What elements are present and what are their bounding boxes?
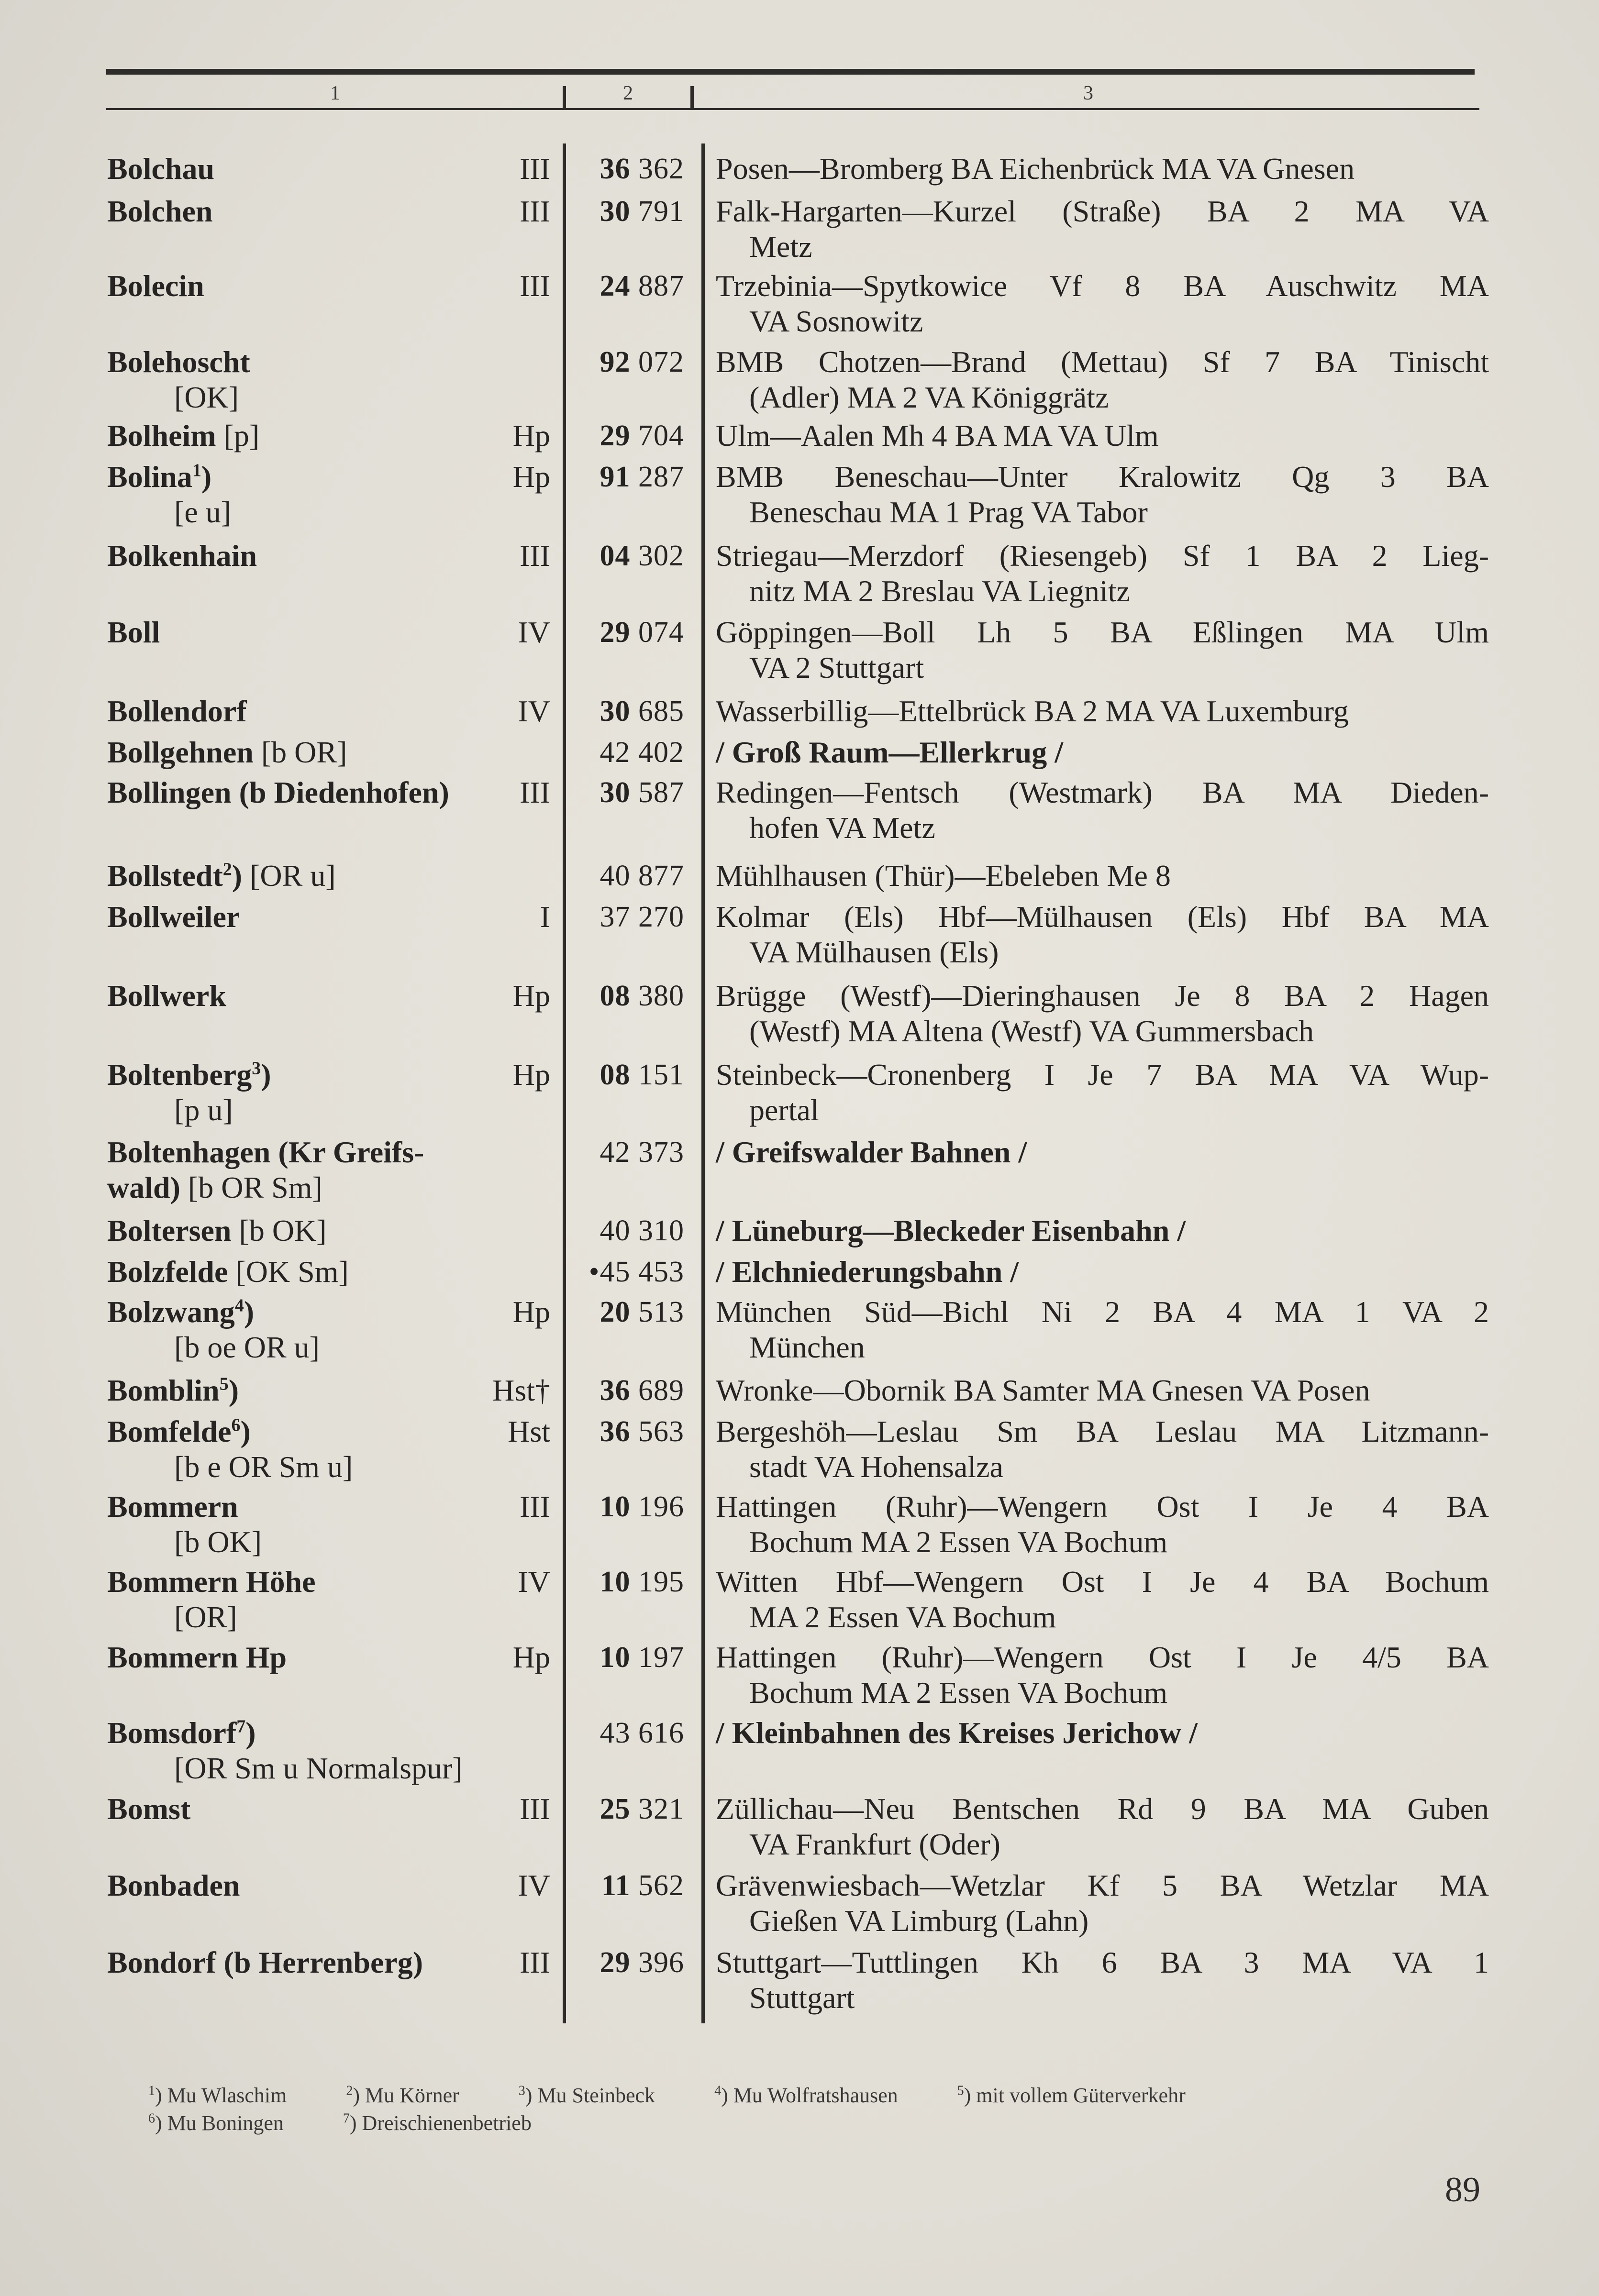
entry-name: Bolzwang (107, 1295, 235, 1329)
description-line: Stuttgart—Tuttlingen Kh 6 BA 3 MA VA 1 (716, 1945, 1489, 1979)
route-description (716, 538, 1489, 609)
code-suffix: 563 (638, 1415, 684, 1448)
description-line: Kolmar (Els) Hbf—Mülhausen (Els) Hbf BA MA (716, 900, 1489, 934)
description-line: Gießen VA Limburg (Lahn) (749, 1904, 1089, 1938)
page-number: 89 (1445, 2170, 1480, 2209)
entry-name: Bommern (107, 1490, 238, 1523)
code-suffix: 196 (638, 1490, 684, 1523)
code-prefix: 25 (600, 1793, 631, 1825)
entry-tag: [b OR] (261, 735, 347, 769)
entry-name: Bolchau (107, 152, 215, 186)
station-class: IV (518, 1868, 550, 1902)
code-suffix: 072 (638, 346, 684, 378)
station-code (565, 1715, 684, 1751)
entry-tag: [OR u] (250, 859, 336, 893)
code-prefix: 10 (600, 1566, 631, 1598)
station-class: Hst† (492, 1373, 550, 1407)
code-suffix: 151 (638, 1059, 684, 1091)
station-class: IV (518, 615, 550, 649)
entry-name: Bomblin (107, 1373, 220, 1407)
route-description (716, 1564, 1489, 1635)
description-line: Bochum MA 2 Essen VA Bochum (749, 1525, 1168, 1559)
entry-tag: [p] (223, 419, 260, 453)
footnote (343, 2109, 561, 2137)
station-name (107, 1135, 528, 1205)
station-class: Hp (512, 460, 550, 494)
code-suffix: 195 (638, 1566, 684, 1598)
column-divider-right (701, 144, 705, 2023)
route-description (716, 978, 1489, 1049)
column-header-1: 1 (330, 82, 340, 104)
code-prefix: 04 (600, 540, 631, 572)
description-line: / Lüneburg—Bleckeder Eisenbahn / (716, 1214, 1186, 1247)
description-line: Striegau—Merzdorf (Riesengeb) Sf 1 BA 2 Lieg- (716, 539, 1489, 573)
code-prefix: 92 (600, 346, 631, 378)
description-line: BMB Beneschau—Unter Kralowitz Qg 3 BA (716, 460, 1489, 494)
entry-name: Bommern Höhe (107, 1565, 316, 1599)
station-class: III (520, 1490, 550, 1523)
code-prefix: 11 (601, 1869, 631, 1902)
footnote-text: ) Mu Wolfratshausen (721, 2084, 898, 2107)
top-rule (106, 69, 1475, 75)
footnote-number: 5 (957, 2083, 964, 2098)
route-description (716, 1254, 1489, 1290)
footnote-text: ) Dreischienenbetrieb (349, 2111, 532, 2135)
footnote-ref-paren: ) (201, 460, 212, 494)
description-line: Falk-Hargarten—Kurzel (Straße) BA 2 MA VA (716, 194, 1489, 228)
code-prefix: 40 (600, 1214, 631, 1247)
footnotes (148, 2082, 1488, 2137)
station-class: III (520, 194, 550, 228)
station-code (565, 1564, 684, 1600)
station-code (565, 1791, 684, 1827)
code-prefix: 91 (600, 461, 631, 493)
station-name (107, 1254, 528, 1290)
footnote-ref-paren: ) (245, 1716, 256, 1750)
entry-name: Bonbaden (107, 1868, 240, 1902)
route-description (716, 858, 1489, 894)
description-line: München (749, 1330, 865, 1364)
code-suffix: 380 (638, 980, 684, 1012)
route-description (716, 1640, 1489, 1711)
footnote-ref: 3 (252, 1058, 261, 1079)
footnote-number: 6 (148, 2111, 155, 2126)
route-description (716, 775, 1489, 846)
route-description (716, 899, 1489, 970)
code-suffix: 616 (638, 1717, 684, 1749)
entry-name: Bolchen (107, 194, 213, 228)
description-line: Beneschau MA 1 Prag VA Tabor (749, 495, 1148, 529)
station-code (565, 418, 684, 453)
description-line: / Kleinbahnen des Kreises Jerichow / (716, 1716, 1198, 1750)
station-code (565, 1640, 684, 1675)
station-code (565, 459, 684, 495)
footnote-ref-paren: ) (244, 1295, 254, 1329)
entry-name: Boll (107, 615, 160, 649)
footnote-line-1 (148, 2082, 1488, 2109)
route-description (716, 1414, 1489, 1485)
header-divider-right (690, 86, 694, 110)
code-prefix: 20 (600, 1296, 631, 1328)
entry-name: Bollwerk (107, 979, 226, 1013)
description-line: Göppingen—Boll Lh 5 BA Eßlingen MA Ulm (716, 615, 1489, 649)
station-code (565, 775, 684, 810)
station-code (565, 1414, 684, 1449)
description-line: hofen VA Metz (749, 811, 935, 845)
footnote-text: ) mit vollem Güterverkehr (964, 2084, 1186, 2107)
description-line: Wronke—Obornik BA Samter MA Gnesen VA Posen (716, 1373, 1370, 1407)
route-description (716, 268, 1489, 339)
description-line: Grävenwiesbach—Wetzlar Kf 5 BA Wetzlar MA (716, 1868, 1489, 1902)
description-line: Redingen—Fentsch (Westmark) BA MA Dieden- (716, 775, 1489, 809)
station-code (565, 978, 684, 1014)
station-name (107, 735, 528, 770)
station-class: Hp (512, 1058, 550, 1092)
footnote-ref-paren: ) (261, 1058, 271, 1092)
code-prefix: 36 (600, 1415, 631, 1448)
station-code (565, 151, 684, 187)
station-code (565, 1489, 684, 1524)
description-line: Witten Hbf—Wengern Ost I Je 4 BA Bochum (716, 1565, 1489, 1599)
description-line: Trzebinia—Spytkowice Vf 8 BA Auschwitz MA (716, 269, 1489, 303)
station-class: III (520, 539, 550, 573)
footnote-number: 4 (714, 2083, 722, 2098)
footnote-ref: 1 (192, 460, 201, 481)
route-description (716, 1213, 1489, 1248)
route-description (716, 194, 1489, 265)
code-prefix: 37 (600, 901, 631, 933)
footnote (346, 2082, 489, 2109)
code-suffix: 704 (638, 419, 684, 452)
station-class: IV (518, 1565, 550, 1599)
code-suffix: 074 (638, 616, 684, 649)
entry-name: Bollgehnen (107, 735, 254, 769)
route-description (716, 1868, 1489, 1939)
route-description (716, 1791, 1489, 1862)
entry-name: Bolzfelde (107, 1255, 228, 1289)
station-code (565, 735, 684, 770)
description-line: pertal (749, 1093, 819, 1127)
route-description (716, 1057, 1489, 1128)
station-name (107, 1715, 528, 1786)
entry-name: Bollendorf (107, 694, 247, 728)
description-line: / Groß Raum—Ellerkrug / (716, 735, 1063, 769)
station-code (565, 694, 684, 729)
footnote-ref: 4 (234, 1295, 244, 1316)
entry-name: Bomfelde (107, 1414, 232, 1448)
route-description (716, 735, 1489, 770)
footnote-number: 1 (148, 2083, 155, 2098)
route-description (716, 615, 1489, 685)
code-suffix: 287 (638, 461, 684, 493)
station-class: Hp (512, 1640, 550, 1674)
description-line: (Westf) MA Altena (Westf) VA Gummersbach (749, 1014, 1314, 1048)
code-suffix: 396 (638, 1946, 684, 1979)
entry-name: Bolkenhain (107, 539, 257, 573)
station-code (565, 344, 684, 380)
footnote-ref: 7 (236, 1716, 246, 1737)
footnote-text: ) Mu Körner (353, 2084, 459, 2107)
description-line: VA Frankfurt (Oder) (749, 1827, 1000, 1861)
station-code (565, 1294, 684, 1330)
code-suffix: 197 (638, 1641, 684, 1674)
station-name (107, 344, 528, 415)
code-suffix: 877 (638, 860, 684, 892)
footnote-ref-paren: ) (232, 859, 243, 893)
route-description (716, 1135, 1489, 1170)
entry-tag: [b OK] (239, 1214, 327, 1247)
description-line: / Greifswalder Bahnen / (716, 1135, 1027, 1169)
station-code (565, 1868, 684, 1903)
station-class: III (520, 269, 550, 303)
station-code (565, 858, 684, 894)
code-prefix: 40 (600, 860, 631, 892)
route-description (716, 1945, 1489, 2016)
header-divider-left (563, 86, 566, 110)
code-prefix: 42 (600, 736, 631, 769)
footnote-ref-paren: ) (228, 1373, 239, 1407)
entry-name: Bolina (107, 460, 192, 494)
footnote (714, 2082, 928, 2109)
code-prefix: 30 (600, 695, 631, 728)
code-prefix: 36 (600, 153, 631, 185)
code-suffix: 587 (638, 776, 684, 809)
footnote-ref: 2 (222, 859, 232, 880)
code-suffix: 513 (638, 1296, 684, 1328)
footnote-text: ) Mu Wlaschim (155, 2084, 287, 2107)
station-code (565, 1945, 684, 1980)
station-code (565, 1135, 684, 1170)
entry-tag: [OR Sm u Normalspur] (174, 1751, 463, 1785)
route-description (716, 1715, 1489, 1751)
description-line: Wasserbillig—Ettelbrück BA 2 MA VA Luxemburg (716, 694, 1349, 728)
code-suffix: 562 (638, 1869, 684, 1902)
entry-name: Bollweiler (107, 900, 240, 934)
code-suffix: 270 (638, 901, 684, 933)
footnote-number: 3 (518, 2083, 525, 2098)
column-header-3: 3 (1083, 82, 1093, 104)
footnote (148, 2109, 313, 2137)
code-suffix: 362 (638, 153, 684, 185)
description-line: VA Mülhausen (Els) (749, 935, 999, 969)
footnote-text: ) Mu Boningen (155, 2111, 284, 2135)
footnote-ref: 5 (219, 1374, 229, 1394)
entry-tag: [b e OR Sm u] (174, 1450, 353, 1484)
station-class: Hst (508, 1414, 550, 1448)
entry-tag: [p u] (174, 1093, 233, 1127)
code-suffix: 302 (638, 540, 684, 572)
code-prefix: 30 (600, 776, 631, 809)
description-line: MA 2 Essen VA Bochum (749, 1600, 1056, 1634)
description-line: BMB Chotzen—Brand (Mettau) Sf 7 BA Tinischt (716, 345, 1489, 379)
code-prefix: 43 (600, 1717, 631, 1749)
entry-name-cont: wald) (107, 1170, 180, 1204)
footnote (519, 2082, 685, 2109)
entry-tag: [OK Sm] (235, 1255, 349, 1289)
description-line: Posen—Bromberg BA Eichenbrück MA VA Gnesen (716, 152, 1355, 186)
description-line: VA Sosnowitz (749, 304, 923, 338)
description-line: Züllichau—Neu Bentschen Rd 9 BA MA Guben (716, 1792, 1489, 1826)
footnote-number: 7 (343, 2111, 350, 2126)
description-line: / Elchniederungsbahn / (716, 1255, 1019, 1289)
code-suffix: 373 (638, 1136, 684, 1169)
code-prefix: 08 (600, 1059, 631, 1091)
code-suffix: 321 (638, 1793, 684, 1825)
description-line: nitz MA 2 Breslau VA Liegnitz (749, 574, 1130, 608)
header-rule (106, 108, 1479, 110)
entry-name: Boltersen (107, 1214, 232, 1247)
description-line: Mühlhausen (Thür)—Ebeleben Me 8 (716, 859, 1171, 893)
description-line: München Süd—Bichl Ni 2 BA 4 MA 1 VA 2 (716, 1295, 1489, 1329)
station-code (565, 1057, 684, 1093)
route-description (716, 418, 1489, 453)
code-prefix: 30 (600, 195, 631, 228)
footnote-text: ) Mu Steinbeck (525, 2084, 655, 2107)
station-code (565, 1254, 684, 1290)
entry-name: Bolheim (107, 419, 216, 453)
entry-name: Bommern Hp (107, 1640, 287, 1674)
footnote (957, 2082, 1215, 2109)
description-line: Hattingen (Ruhr)—Wengern Ost I Je 4 BA (716, 1490, 1489, 1523)
station-code (565, 899, 684, 935)
route-description (716, 459, 1489, 530)
station-name (107, 858, 528, 894)
footnote-ref-paren: ) (240, 1414, 251, 1448)
entry-name: Bondorf (b Herrenberg) (107, 1945, 423, 1979)
code-suffix: 887 (638, 270, 684, 302)
entry-name: Bomsdorf (107, 1716, 237, 1750)
station-code (565, 615, 684, 650)
code-prefix: 10 (600, 1490, 631, 1523)
route-description (716, 344, 1489, 415)
entry-name: Boltenberg (107, 1058, 252, 1092)
station-class: IV (518, 694, 550, 728)
code-prefix: 24 (600, 270, 631, 302)
description-line: (Adler) MA 2 VA Königgrätz (749, 380, 1109, 414)
code-suffix: 689 (638, 1374, 684, 1407)
description-line: Steinbeck—Cronenberg I Je 7 BA MA VA Wup- (716, 1058, 1489, 1092)
description-line: Hattingen (Ruhr)—Wengern Ost I Je 4/5 BA (716, 1640, 1489, 1674)
code-suffix: 453 (638, 1256, 684, 1288)
station-class: Hp (512, 419, 550, 453)
entry-tag: [OK] (174, 380, 239, 414)
station-class: III (520, 1792, 550, 1826)
station-class: III (520, 152, 550, 186)
route-description (716, 1373, 1489, 1408)
route-description (716, 1294, 1489, 1365)
code-suffix: 791 (638, 195, 684, 228)
code-suffix: 402 (638, 736, 684, 769)
code-prefix: •45 (589, 1256, 631, 1288)
footnote-ref: 6 (231, 1415, 241, 1435)
station-class: III (520, 775, 550, 809)
entry-name: Bollingen (b Diedenhofen) (107, 775, 449, 809)
description-line: Brügge (Westf)—Dieringhausen Je 8 BA 2 Hagen (716, 979, 1489, 1013)
station-code (565, 1373, 684, 1408)
description-line: Stuttgart (749, 1981, 855, 2015)
code-prefix: 36 (600, 1374, 631, 1407)
station-code (565, 268, 684, 304)
entry-name: Bollstedt (107, 859, 223, 893)
description-line: Ulm—Aalen Mh 4 BA MA VA Ulm (716, 419, 1159, 453)
footnote (148, 2082, 316, 2109)
code-suffix: 685 (638, 695, 684, 728)
description-line: Bochum MA 2 Essen VA Bochum (749, 1676, 1168, 1710)
station-class: Hp (512, 979, 550, 1013)
station-class: Hp (512, 1295, 550, 1329)
entry-tag: [b oe OR u] (174, 1330, 320, 1364)
station-name (107, 1213, 528, 1248)
entry-name: Bolecin (107, 269, 204, 303)
footnote-number: 2 (346, 2083, 353, 2098)
entry-tag: [OR] (174, 1600, 237, 1634)
code-prefix: 29 (600, 1946, 631, 1979)
entry-name: Bolehoscht (107, 345, 250, 379)
entry-tag: [b OR Sm] (188, 1170, 322, 1204)
description-line: Bergeshöh—Leslau Sm BA Leslau MA Litzmann- (716, 1414, 1489, 1448)
code-prefix: 29 (600, 419, 631, 452)
code-prefix: 29 (600, 616, 631, 649)
station-code (565, 1213, 684, 1248)
entry-name: Boltenhagen (Kr Greifs- (107, 1135, 424, 1169)
description-line: VA 2 Stuttgart (749, 651, 924, 684)
description-line: stadt VA Hohensalza (749, 1450, 1003, 1484)
route-description (716, 1489, 1489, 1560)
entry-name: Bomst (107, 1792, 191, 1826)
code-suffix: 310 (638, 1214, 684, 1247)
station-code (565, 538, 684, 574)
code-prefix: 10 (600, 1641, 631, 1674)
footnote-line-2 (148, 2109, 1488, 2137)
route-description (716, 694, 1489, 729)
station-code (565, 194, 684, 229)
code-prefix: 42 (600, 1136, 631, 1169)
station-class: III (520, 1945, 550, 1979)
station-class: I (540, 900, 550, 934)
route-description (716, 151, 1489, 187)
entry-tag: [e u] (174, 495, 232, 529)
entry-tag: [b OK] (174, 1525, 262, 1559)
code-prefix: 08 (600, 980, 631, 1012)
column-header-2: 2 (623, 82, 633, 104)
description-line: Metz (749, 230, 812, 264)
